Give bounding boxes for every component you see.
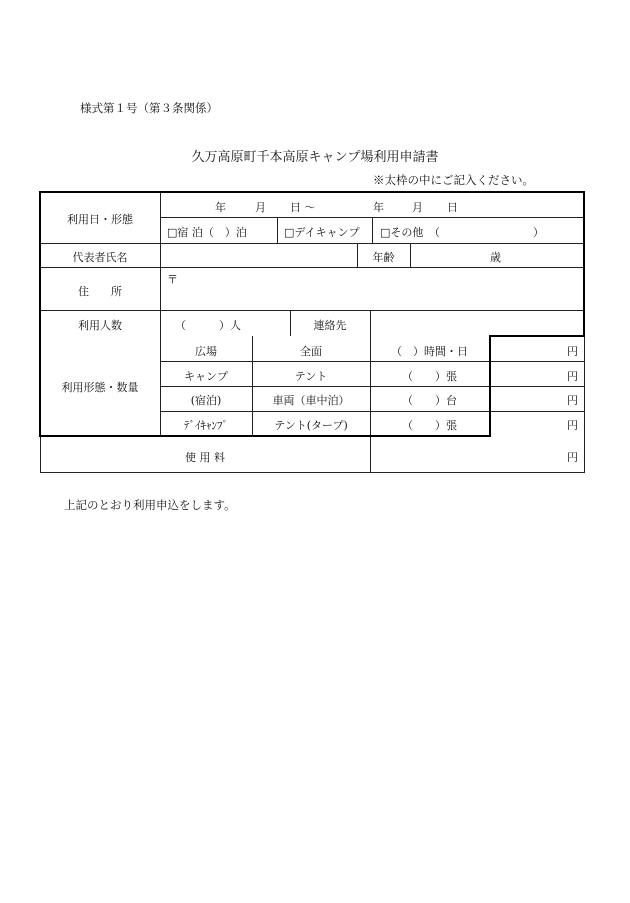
contact-label: 連絡先	[313, 319, 347, 332]
item-tent-tarp: テント(タープ)	[274, 419, 348, 432]
instruction-note: ※太枠の中にご記入ください。	[373, 173, 534, 187]
yen-tarp[interactable]: 円	[567, 419, 578, 432]
people-label: 利用人数	[78, 319, 122, 332]
category-overnight: (宿泊)	[190, 394, 222, 407]
fee-label: 使 用 料	[185, 451, 225, 464]
category-camp: キャンプ	[184, 370, 228, 383]
item-tent: テント	[294, 370, 328, 383]
people-count-field[interactable]: （ ）人	[175, 319, 241, 332]
usage-date-label: 利用日・形態	[67, 213, 133, 226]
from-year-field[interactable]: 年	[215, 201, 226, 214]
representative-label: 代表者氏名	[72, 251, 128, 264]
to-day-field[interactable]: 日	[447, 201, 458, 214]
other-checkbox[interactable]: □その他 （	[380, 226, 440, 239]
daycamp-checkbox[interactable]: □デイキャンプ	[284, 226, 360, 239]
category-plaza: 広場	[195, 345, 217, 358]
yen-plaza[interactable]: 円	[567, 345, 578, 358]
age-label: 年齢	[372, 251, 395, 264]
qty-vehicle-field[interactable]: （ ）台	[402, 394, 457, 407]
qty-plaza-field[interactable]: （ ）時間・日	[391, 345, 468, 358]
overnight-checkbox[interactable]: □宿 泊（ ）泊	[167, 226, 247, 239]
to-month-field[interactable]: 月	[412, 201, 423, 214]
address-label: 住 所	[78, 285, 122, 298]
to-year-field[interactable]: 年	[373, 201, 384, 214]
fee-yen[interactable]: 円	[567, 451, 578, 464]
yen-vehicle[interactable]: 円	[567, 394, 578, 407]
from-month-field[interactable]: 月	[255, 201, 266, 214]
postal-mark[interactable]: 〒	[167, 273, 178, 286]
other-close-paren: ）	[533, 226, 544, 239]
yen-tent[interactable]: 円	[567, 370, 578, 383]
form-title: 久万高原町千本高原キャンプ場利用申請書	[191, 150, 439, 165]
item-vehicle: 車両（車中泊）	[272, 394, 350, 407]
qty-tarp-field[interactable]: （ ）張	[402, 419, 457, 432]
category-daycamp: ﾃﾞｲｷｬﾝﾌﾟ	[184, 419, 228, 432]
qty-tent-field[interactable]: （ ）張	[402, 370, 457, 383]
item-full-area: 全面	[300, 345, 322, 358]
from-day-field[interactable]: 日 ～	[290, 201, 316, 214]
form-number: 様式第１号（第３条関係）	[80, 101, 218, 115]
age-unit[interactable]: 歳	[490, 251, 501, 264]
closing-statement: 上記のとおり利用申込をします。	[64, 498, 236, 512]
usage-type-label: 利用形態・数量	[61, 381, 139, 394]
